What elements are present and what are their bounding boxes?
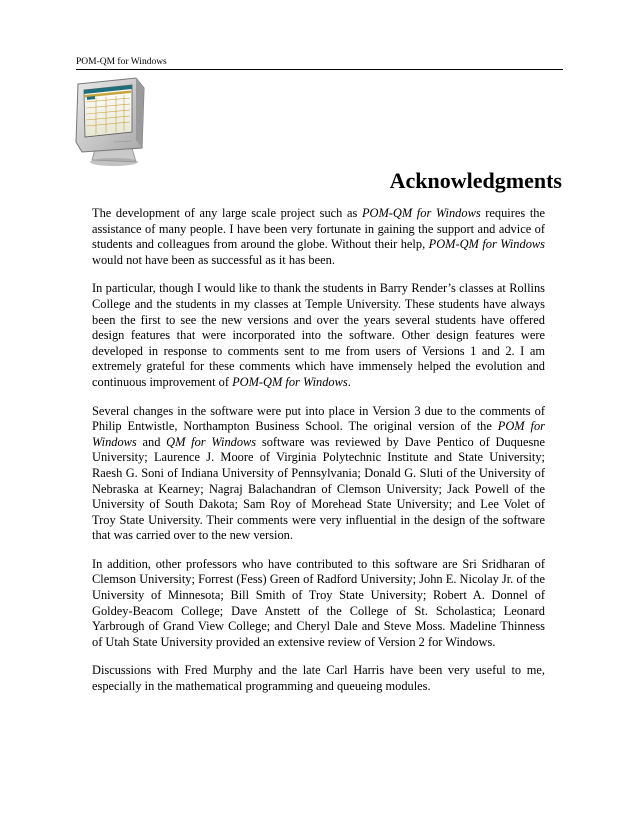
text-span: In particular, though I would like to thank the students in Barry Render’s classes at Rollins College and the students in my classes at Temple University. These students have always been the first to see the new versions and over the years several students have offered design features that were incorporated into the software. Other design features were developed in response to comments sent to me from users of Versions 1 and 2. I am extremely grateful for these comments which have immensely helped the evolution and continuous improvement of bbox=[92, 281, 545, 389]
paragraph-1 bbox=[92, 206, 545, 268]
monitor-icon bbox=[74, 76, 150, 168]
text-span: Discussions with Fred Murphy and the late Carl Harris have been very useful to me, especially in the mathematical programming and queueing modules. bbox=[92, 663, 545, 694]
text-span: would not have been as successful as it has been. bbox=[92, 252, 335, 267]
paragraph-4 bbox=[92, 557, 545, 651]
paragraph-3 bbox=[92, 404, 545, 544]
text-span: software was reviewed by Dave Pentico of Duquesne University; Laurence J. Moore of Virginia Polytechnic Institute and State University; Raesh G. Soni of Indiana University of Pennsylvania; Donald G. Sluti of the University of Nebraska at Kearney; Nagraj Balachandran of Clemson University; Jack Powell of the University of South Dakota; Sam Roy of Morehead State University; and Lee Volet of Troy State University. Their comments were very influential in the design of the software that was carried over to the new version. bbox=[92, 434, 546, 543]
paragraph-2 bbox=[92, 281, 545, 390]
running-header: POM-QM for Windows bbox=[76, 56, 563, 70]
paragraph-5 bbox=[92, 663, 545, 694]
text-span: . bbox=[347, 374, 351, 389]
text-span: requires the assistance of many people. I have been very fortunate in gaining the support and advice of students and colleagues from around the globe. Without their help, bbox=[92, 206, 545, 252]
page-title: Acknowledgments bbox=[389, 168, 562, 193]
text-span: In addition, other professors who have contributed to this software are Sri Sridharan of Clemson University; Forrest (Fess) Green of Radford University; John E. Nicolay Jr. of the University of Minnesota; Bill Smith of Troy State University; Robert A. Donnel of Goldey-Beacom College; Dave Anstett of the College of St. Scholastica; Leonard Yarbrough of Grand View College; and Cheryl Dale and Steve Moss. Madeline Thinness of Utah State University provided an extensive review of Version 2 for Windows. bbox=[92, 556, 545, 649]
text-span: Several changes in the software were put into place in Version 3 due to the comments of Philip Entwistle, Northampton Business School. The original version of the bbox=[92, 403, 545, 434]
text-span: and bbox=[136, 434, 167, 449]
italic-title: POM-QM for Windows bbox=[361, 206, 481, 220]
italic-title: POM for Windows bbox=[92, 419, 545, 449]
text-span: The development of any large scale project such as bbox=[92, 206, 362, 220]
italic-title: POM-QM for Windows bbox=[428, 237, 545, 252]
body-text bbox=[92, 206, 545, 708]
italic-title: POM-QM for Windows bbox=[232, 374, 348, 389]
italic-title: QM for Windows bbox=[166, 434, 257, 449]
